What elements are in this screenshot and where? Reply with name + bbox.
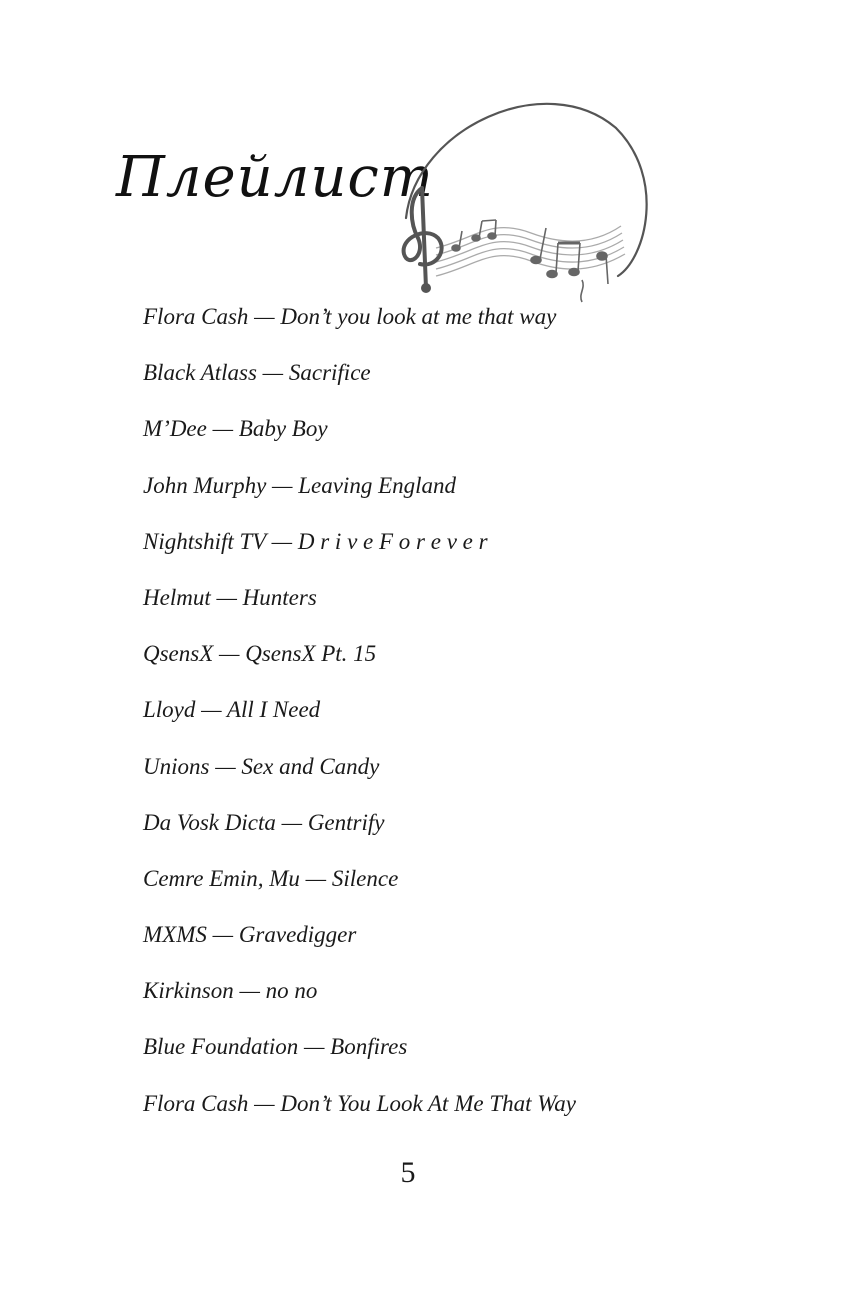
list-item: Flora Cash — Don’t You Look At Me That Way <box>143 1090 577 1116</box>
list-item: QsensX — QsensX Pt. 15 <box>143 641 377 667</box>
music-notes-circle-icon <box>396 88 648 318</box>
list-item: M’Dee — Baby Boy <box>143 416 328 442</box>
page-title: Плейлист <box>116 145 434 210</box>
list-item: Helmut — Hunters <box>143 584 317 610</box>
list-item: Kirkinson — no no <box>143 978 318 1004</box>
list-item: Blue Foundation — Bonfires <box>143 1034 408 1060</box>
list-item: MXMS — Gravedigger <box>143 922 357 948</box>
page-number: 5 <box>400 1156 416 1189</box>
list-item: Cemre Emin, Mu — Silence <box>143 865 399 891</box>
playlist <box>143 300 783 1143</box>
list-item: John Murphy — Leaving England <box>143 472 457 498</box>
list-item: Nightshift TV — D r i v e F o r e v e r <box>143 528 488 554</box>
list-item: Unions — Sex and Candy <box>143 753 380 779</box>
list-item: Black Atlass — Sacrifice <box>143 360 371 386</box>
list-item: Da Vosk Dicta — Gentrify <box>143 809 385 835</box>
list-item: Flora Cash — Don’t you look at me that way <box>143 304 557 329</box>
list-item: Lloyd — All I Need <box>143 697 321 723</box>
